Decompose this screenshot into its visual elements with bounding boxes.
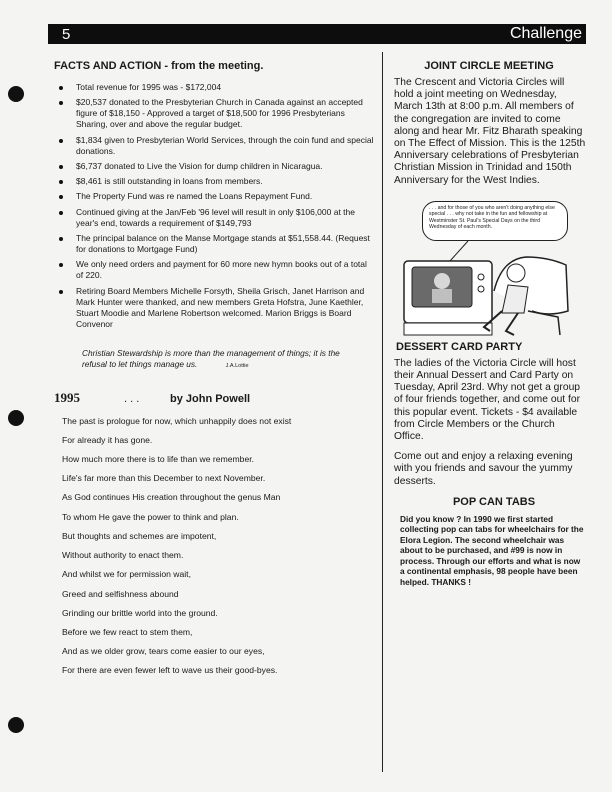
poem-line: Without authority to enact them. (62, 550, 184, 561)
list-item: The Property Fund was re named the Loans Repayment Fund. (54, 191, 376, 202)
left-column (54, 60, 376, 681)
poem-line: How much more there is to life than we remember. (62, 454, 255, 465)
list-item: Total revenue for 1995 was - $172,004 (54, 82, 376, 93)
poem-line: And whilst we for permission wait, (62, 569, 191, 580)
poem-line: For there are even fewer left to wave us their good-byes. (62, 665, 278, 676)
poem-line: The past is prologue for now, which unhappily does not exist (62, 415, 292, 426)
right-column (392, 60, 586, 587)
binder-hole (8, 717, 24, 733)
list-item: Retiring Board Members Michelle Forsyth, Sheila Grisch, Janet Harrison and Mark Hunter were thanked, and new members Greta Hofstra, June Kaethler, Stuart Moodie and Marlene Robertson welcomed. Marion Briggs is Board Convenor (54, 286, 376, 330)
poem-line: But thoughts and schemes are impotent, (62, 530, 217, 541)
poem-author: by John Powell (170, 392, 251, 405)
poem-line: As God continues His creation throughout the genus Man (62, 492, 281, 503)
poem-line: To whom He gave the power to think and plan. (62, 511, 239, 522)
list-item: $8,461 is still outstanding in loans from members. (54, 176, 376, 187)
poem-line: Grinding our brittle world into the ground. (62, 607, 218, 618)
list-item: We only need orders and payment for 60 more new hymn books out of a total of 220. (54, 259, 376, 281)
facts-heading: FACTS AND ACTION - from the meeting. (54, 60, 264, 72)
facts-list (54, 82, 376, 330)
pop-tabs-body: Did you know ? In 1990 we first started collecting pop can tabs for wheelchairs for the Elora Legion. The second wheelchair was about to be purchased, and #99 is now in process. Through our efforts and what is now a continental emphasis, 98 people have been helped. THANKS ! (400, 513, 584, 587)
poem-line: Before we few react to stem them, (62, 626, 193, 637)
joint-circle-body: The Crescent and Victoria Circles will hold a joint meeting on Wednesday, March 13th at 8:00 p.m. All members of the congregation are invited to come along and hear Mr. Fitz Bharath speaking on The Effect of Mission. This is the 125th Anniversary celebrations of Presbyterian Christian Mission in Trinidad and 150th Anniversary for the West Indies. (394, 77, 586, 186)
list-item: Continued giving at the Jan/Feb '96 level will result in only $106,000 at the year's end, towards a requirement of $149,793 (54, 207, 376, 229)
list-item: $6,737 donated to Live the Vision for dump children in Nicaragua. (54, 161, 376, 172)
list-item: The principal balance on the Manse Mortgage stands at $51,558.44. (Request for donations to Mortgage Fund) (54, 233, 376, 255)
poem-year: 1995 (54, 389, 80, 405)
list-item: $1,834 given to Presbyterian World Services, through the coin fund and special donations. (54, 135, 376, 157)
stewardship-quote (82, 348, 350, 372)
speech-bubble: . . . and for those of you who aren't doing anything else special . . . why not take in the fun and fellowship at Westminster St. Paul's Special Days on the third Wednesday of each month. (422, 201, 568, 241)
quote-attribution: J.A.Lottie (225, 362, 249, 369)
pop-tabs-heading: POP CAN TABS (452, 495, 536, 508)
tv-viewer-illustration (398, 231, 574, 339)
quote-text: Christian Stewardship is more than the management of things; it is the refusal to let things manage us. (82, 347, 340, 369)
dessert-closing: Come out and enjoy a relaxing evening with you friends and savour the yummy desserts. (394, 451, 573, 487)
list-item: $20,537 donated to the Presbyterian Church in Canada against an accepted figure of $18,150 - Approved a target of $18,500 for 1996 Presbyterians Sharing, over and above the regular budget. (54, 97, 376, 130)
page-number: 5 (62, 25, 71, 43)
poem-heading (54, 390, 376, 406)
column-divider (382, 52, 383, 772)
dessert-heading: DESSERT CARD PARTY (396, 340, 523, 353)
newsletter-title: Challenge (509, 25, 582, 42)
poem-body (54, 412, 376, 681)
poem-line: And as we older grow, tears come easier to our eyes, (62, 646, 265, 657)
poem-line: Life's far more than this December to next November. (62, 473, 266, 484)
joint-circle-heading: JOINT CIRCLE MEETING (424, 60, 554, 72)
poem-line: For already it has gone. (62, 434, 153, 445)
page-header (48, 24, 586, 44)
poem-dots: . . . (124, 392, 140, 405)
dessert-body: The ladies of the Victoria Circle will host their Annual Dessert and Card Party on Tuesday, April 23rd. Why not get a group of four friends together, and come out for this popular event. Tickets - $4 available from Circle Members or the Church Office. (394, 357, 581, 443)
binder-hole (8, 410, 24, 426)
poem-line: Greed and selfishness abound (62, 588, 179, 599)
binder-hole (8, 86, 24, 102)
tv-cartoon (398, 201, 574, 341)
